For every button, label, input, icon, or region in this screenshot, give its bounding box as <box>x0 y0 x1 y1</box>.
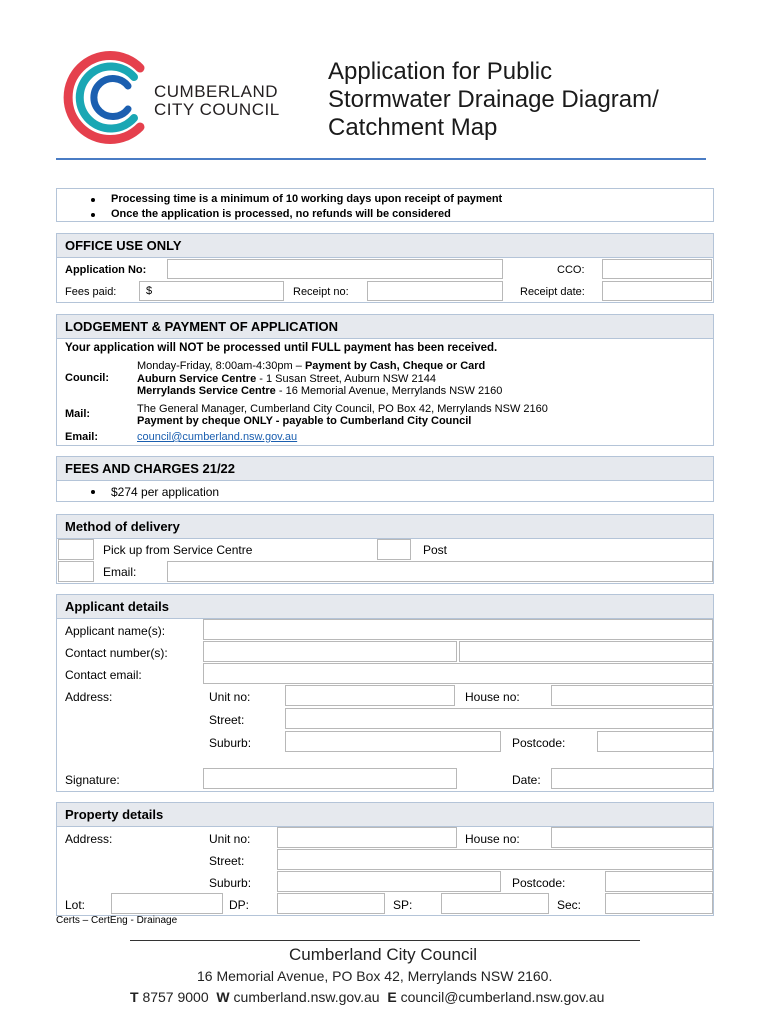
logo-line-2: CITY COUNCIL <box>154 100 280 119</box>
fees-paid-field[interactable] <box>139 281 284 301</box>
property-section <box>56 802 714 916</box>
website-prefix: W <box>216 989 230 1005</box>
applicant-names-field[interactable] <box>203 619 713 640</box>
receipt-date-field[interactable] <box>602 281 712 301</box>
logo-mark-icon <box>58 50 158 145</box>
application-no-field[interactable] <box>167 259 503 279</box>
fee-amount: $274 per application <box>111 485 220 499</box>
auburn-centre <box>137 373 436 385</box>
property-unit-field[interactable] <box>277 827 457 848</box>
property-address-label: Address: <box>65 832 113 846</box>
council-hours <box>137 360 485 372</box>
applicant-unit-field[interactable] <box>285 685 455 706</box>
fees-paid-label: Fees paid: <box>65 286 117 298</box>
applicant-postcode-field[interactable] <box>597 731 713 752</box>
mail-label: Mail: <box>65 408 91 420</box>
applicant-suburb-label: Suburb: <box>209 736 252 750</box>
applicant-heading: Applicant details <box>57 595 713 619</box>
merrylands-centre <box>137 385 502 397</box>
cco-label: CCO: <box>557 264 585 276</box>
office-use-heading: OFFICE USE ONLY <box>57 234 713 258</box>
contact-number-field-1[interactable] <box>203 641 457 662</box>
footer-website[interactable]: cumberland.nsw.gov.au <box>233 989 380 1005</box>
council-email-link[interactable]: council@cumberland.nsw.gov.au <box>137 431 298 443</box>
applicant-house-field[interactable] <box>551 685 713 706</box>
signature-label: Signature: <box>65 773 120 787</box>
footer-phone: 8757 9000 <box>142 989 209 1005</box>
bullet-icon <box>91 213 95 217</box>
property-postcode-field[interactable] <box>605 871 713 892</box>
council-label: Council: <box>65 372 109 384</box>
receipt-date-label: Receipt date: <box>520 286 585 298</box>
pickup-label: Pick up from Service Centre <box>103 543 253 557</box>
note-no-refunds: Once the application is processed, no refunds will be considered <box>111 208 451 220</box>
merrylands-name: Merrylands Service Centre <box>137 385 276 397</box>
header-rule <box>56 158 706 160</box>
phone-prefix: T <box>130 989 139 1005</box>
mail-payment-note: Payment by cheque ONLY - payable to Cumberland City Council <box>137 415 472 427</box>
property-house-field[interactable] <box>551 827 713 848</box>
delivery-heading: Method of delivery <box>57 515 713 539</box>
signature-field[interactable] <box>203 768 457 789</box>
bullet-icon <box>91 198 95 202</box>
form-title-line-3: Catchment Map <box>328 114 498 141</box>
date-label: Date: <box>512 773 541 787</box>
footer-rule <box>130 940 640 941</box>
application-no-label: Application No: <box>65 264 147 276</box>
council-logo <box>58 50 298 145</box>
receipt-no-field[interactable] <box>367 281 503 301</box>
form-title-line-2: Stormwater Drainage Diagram/ <box>328 86 659 113</box>
logo-line-1: CUMBERLAND <box>154 82 279 101</box>
property-street-label: Street: <box>209 854 245 868</box>
contact-numbers-label: Contact number(s): <box>65 646 168 660</box>
fees-section <box>56 456 714 502</box>
dollar-sign: $ <box>146 285 153 297</box>
property-unit-label: Unit no: <box>209 832 251 846</box>
applicant-names-label: Applicant name(s): <box>65 624 166 638</box>
lodgement-section <box>56 314 714 446</box>
fees-heading: FEES AND CHARGES 21/22 <box>57 457 713 481</box>
property-street-field[interactable] <box>277 849 713 870</box>
dp-field[interactable] <box>277 893 385 914</box>
cco-field[interactable] <box>602 259 712 279</box>
notes-box <box>56 188 714 222</box>
document-code: Certs – CertEng - Drainage <box>56 915 178 926</box>
auburn-address: - 1 Susan Street, Auburn NSW 2144 <box>256 373 436 385</box>
sec-field[interactable] <box>605 893 713 914</box>
property-suburb-label: Suburb: <box>209 876 252 890</box>
lot-field[interactable] <box>111 893 223 914</box>
payment-warning: Your application will NOT be processed until FULL payment has been received. <box>65 342 498 354</box>
footer-email[interactable]: council@cumberland.nsw.gov.au <box>400 989 605 1005</box>
applicant-postcode-label: Postcode: <box>512 736 566 750</box>
hours-text: Monday-Friday, 8:00am-4:30pm – <box>137 360 305 372</box>
property-postcode-label: Postcode: <box>512 876 566 890</box>
payment-methods: Payment by Cash, Cheque or Card <box>304 360 486 372</box>
contact-email-label: Contact email: <box>65 668 142 682</box>
mail-address: The General Manager, Cumberland City Council, PO Box 42, Merrylands NSW 2160 <box>137 403 548 415</box>
lodgement-heading: LODGEMENT & PAYMENT OF APPLICATION <box>57 315 713 339</box>
post-checkbox[interactable] <box>377 539 411 560</box>
applicant-section <box>56 594 714 792</box>
contact-email-field[interactable] <box>203 663 713 684</box>
lot-label: Lot: <box>65 898 86 912</box>
property-heading: Property details <box>57 803 713 827</box>
footer-contacts <box>130 989 604 1005</box>
pickup-checkbox[interactable] <box>58 539 94 560</box>
applicant-street-label: Street: <box>209 713 245 727</box>
note-processing-time: Processing time is a minimum of 10 working days upon receipt of payment <box>111 193 503 205</box>
merrylands-address: - 16 Memorial Avenue, Merrylands NSW 2160 <box>275 385 503 397</box>
sec-label: Sec: <box>557 898 582 912</box>
delivery-section <box>56 514 714 584</box>
property-suburb-field[interactable] <box>277 871 501 892</box>
footer-address: 16 Memorial Avenue, PO Box 42, Merrylands NSW 2160. <box>197 968 553 984</box>
form-title-line-1: Application for Public <box>328 58 553 85</box>
email-delivery-label: Email: <box>103 565 137 579</box>
applicant-street-field[interactable] <box>285 708 713 729</box>
email-delivery-checkbox[interactable] <box>58 561 94 582</box>
applicant-address-label: Address: <box>65 690 113 704</box>
receipt-no-label: Receipt no: <box>293 286 349 298</box>
date-field[interactable] <box>551 768 713 789</box>
footer-council-name: Cumberland City Council <box>289 945 478 964</box>
office-use-section <box>56 233 714 303</box>
applicant-suburb-field[interactable] <box>285 731 501 752</box>
email-delivery-field[interactable] <box>167 561 713 582</box>
applicant-unit-label: Unit no: <box>209 690 251 704</box>
applicant-house-label: House no: <box>465 690 520 704</box>
sp-field[interactable] <box>441 893 549 914</box>
sp-label: SP: <box>393 898 413 912</box>
dp-label: DP: <box>229 898 250 912</box>
bullet-icon <box>91 490 95 494</box>
email-prefix: E <box>387 989 397 1005</box>
post-label: Post <box>423 543 448 557</box>
property-house-label: House no: <box>465 832 520 846</box>
contact-number-field-2[interactable] <box>459 641 713 662</box>
email-label: Email: <box>65 431 99 443</box>
auburn-name: Auburn Service Centre <box>137 373 257 385</box>
